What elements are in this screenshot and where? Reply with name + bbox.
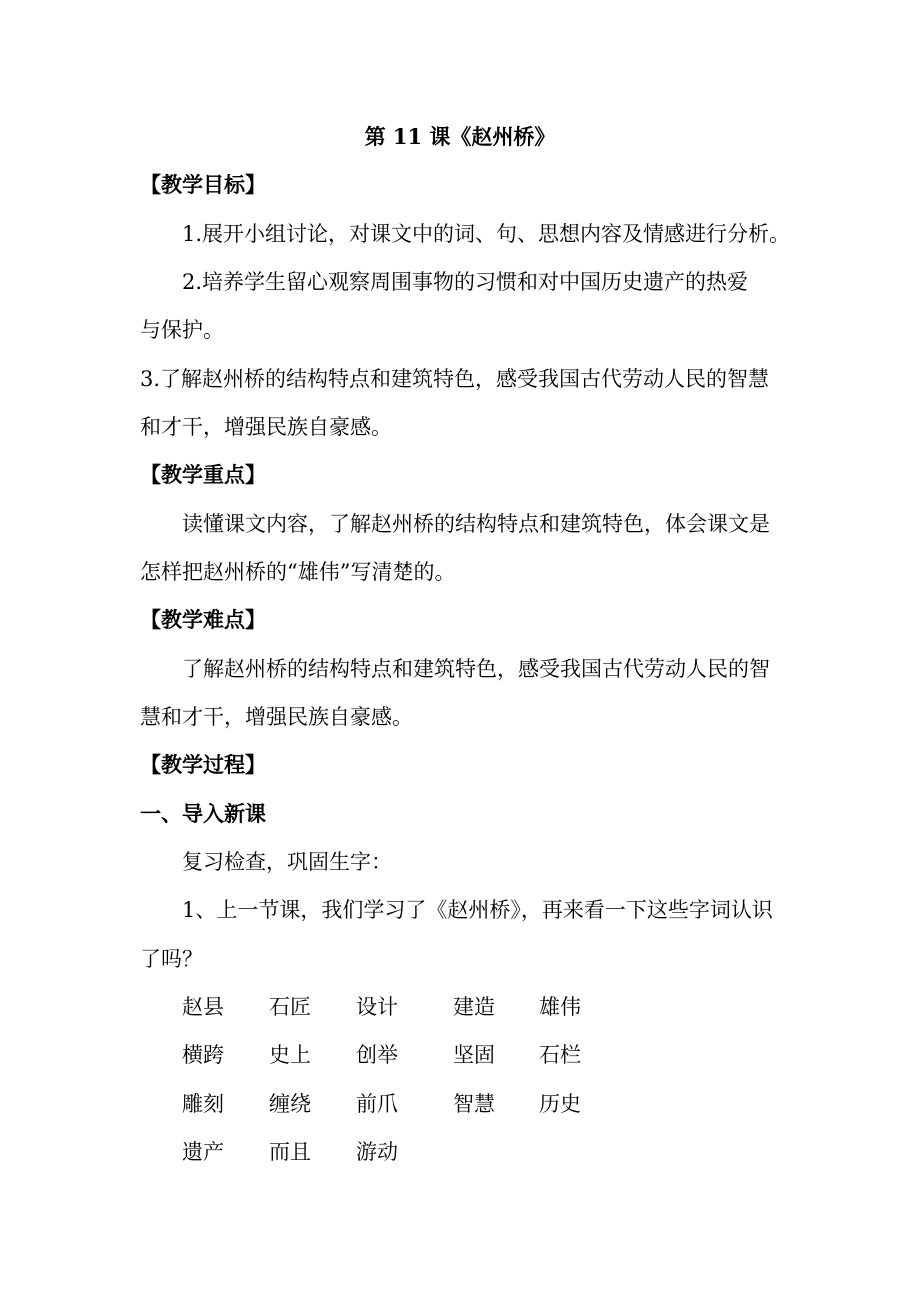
vocab-word: 历史 <box>539 1092 581 1116</box>
vocab-word: 横跨 <box>182 1043 224 1067</box>
part-1-heading: 一、导入新课 <box>140 801 266 826</box>
vocab-word: 雕刻 <box>182 1092 224 1116</box>
vocab-word: 赵县 <box>182 995 224 1019</box>
key-points-heading: 【教学重点】 <box>140 462 266 487</box>
goal-3-line-2: 和才干，增强民族自豪感。 <box>140 415 392 439</box>
page-title: 第 11 课《赵州桥》 <box>364 124 556 149</box>
difficulty-line-2: 慧和才干，增强民族自豪感。 <box>140 705 413 729</box>
vocab-word: 前爪 <box>356 1092 398 1116</box>
goal-3-line-1: 3.了解赵州桥的结构特点和建筑特色，感受我国古代劳动人民的智慧 <box>140 367 770 391</box>
vocab-word: 缠绕 <box>269 1092 311 1116</box>
goal-2-line-1: 2.培养学生留心观察周围事物的习惯和对中国历史遗产的热爱 <box>182 270 749 294</box>
key-points-line-1: 读懂课文内容，了解赵州桥的结构特点和建筑特色，体会课文是 <box>182 512 770 536</box>
vocab-word: 设计 <box>356 995 398 1019</box>
question-line-1: 1、上一节课，我们学习了《赵州桥》，再来看一下这些字词认识 <box>182 898 773 922</box>
vocab-word: 石匠 <box>269 995 311 1019</box>
goal-2-line-2: 与保护。 <box>140 318 224 342</box>
vocab-word: 创举 <box>356 1043 398 1067</box>
process-heading: 【教学过程】 <box>140 752 266 777</box>
goals-heading: 【教学目标】 <box>140 172 266 197</box>
vocab-word: 而且 <box>269 1140 311 1164</box>
question-line-2: 了吗？ <box>140 947 203 971</box>
difficulty-line-1: 了解赵州桥的结构特点和建筑特色，感受我国古代劳动人民的智 <box>182 657 770 681</box>
goal-1: 1.展开小组讨论，对课文中的词、句、思想内容及情感进行分析。 <box>182 222 791 246</box>
key-points-line-2: 怎样把赵州桥的“雄伟”写清楚的。 <box>140 560 456 584</box>
difficulty-heading: 【教学难点】 <box>140 607 266 632</box>
vocab-word: 遗产 <box>182 1140 224 1164</box>
vocab-word: 游动 <box>356 1140 398 1164</box>
vocab-word: 雄伟 <box>539 995 581 1019</box>
vocab-word: 建造 <box>453 995 495 1019</box>
vocab-word: 坚固 <box>453 1043 495 1067</box>
vocab-word: 智慧 <box>453 1092 495 1116</box>
vocab-word: 石栏 <box>539 1043 581 1067</box>
review-text: 复习检查，巩固生字： <box>182 850 392 874</box>
vocab-word: 史上 <box>269 1043 311 1067</box>
